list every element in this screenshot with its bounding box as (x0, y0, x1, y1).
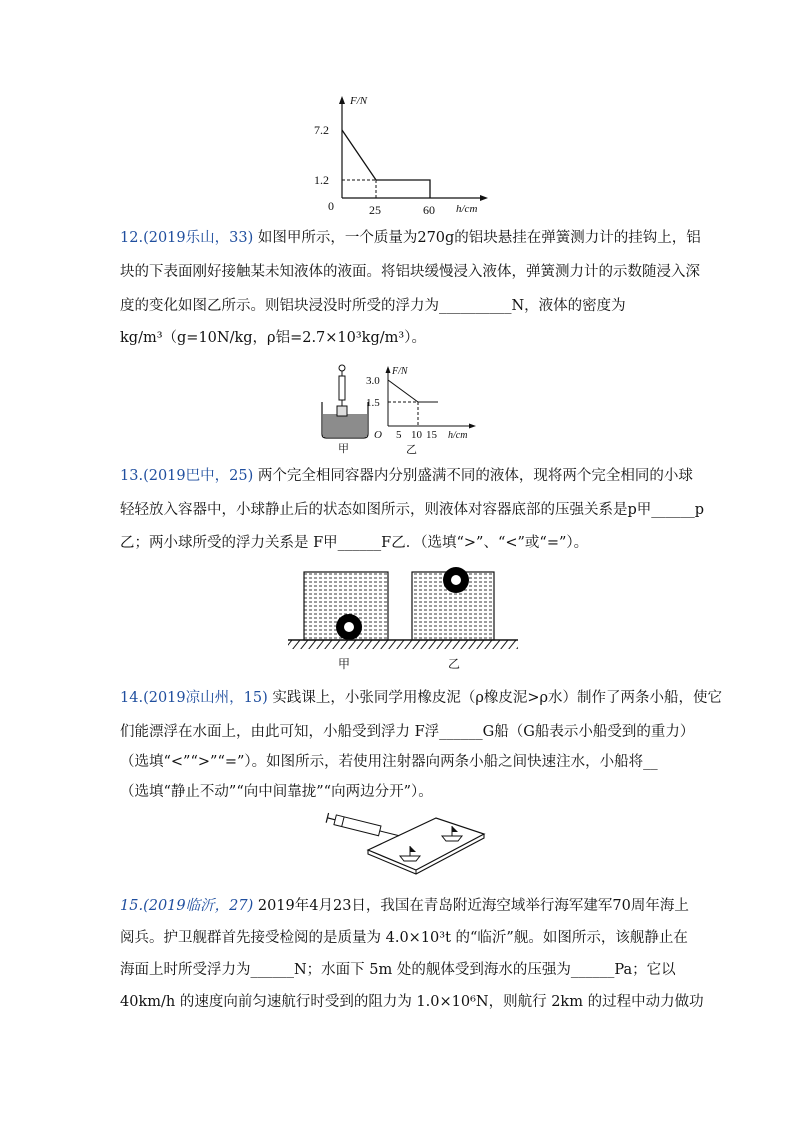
y-tick-label: 7.2 (314, 123, 329, 137)
q14-source: (2019凉山州，15) (143, 690, 268, 706)
q14-line-4: （选填“静止不动”“向中间靠拢”“向两边分开”）。 (120, 784, 433, 800)
q15-line-3: 海面上时所受浮力为______N；水面下 5m 处的舰体受到海水的压强为______Pa；它以 (120, 962, 676, 978)
q14-line-3: （选填“<”“>”“=”）。如图所示，若使用注射器向两条小船之间快速注水，小船将__ (120, 754, 658, 770)
x-tick-label: 60 (423, 203, 435, 217)
origin-label: O (374, 429, 382, 441)
label-yi: 乙 (448, 657, 461, 671)
force-depth-graph-1 (300, 90, 500, 218)
q14-line-2: 们能漂浮在水面上，由此可知，小船受到浮力 F浮______G船（G船表示小船受到的重力） (120, 724, 695, 740)
y-axis-label: F/N (350, 95, 368, 107)
x-tick-label: 10 (411, 429, 422, 441)
syringe-boats-figure (324, 810, 488, 878)
y-tick-label: 3.0 (366, 375, 380, 387)
x-tick-label: 5 (396, 429, 402, 441)
q15-line-4: 40km/h 的速度向前匀速航行时受到的阻力为 1.0×10⁶N，则航行 2km 的过程中动力做功 (120, 994, 704, 1010)
q12-source: (2019乐山，33) (143, 230, 254, 246)
q15-line-2: 阅兵。护卫舰群首先接受检阅的是质量为 4.0×10³t 的“临沂”舰。如图所示，该舰静止在 (120, 930, 688, 946)
q12-line-3: 度的变化如图乙所示。则铝块浸没时所受的浮力为__________N，液体的密度为 (120, 298, 626, 314)
label-jia: 甲 (338, 657, 351, 671)
q12-line-1: 12.(2019乐山，33) 如图甲所示，一个质量为270g的铝块悬挂在弹簧测力计的挂钩上，铝 (120, 230, 701, 246)
y-tick-label: 1.5 (366, 397, 380, 409)
origin-label: 0 (328, 199, 334, 213)
q15-line-1: 15.(2019临沂，27) 2019年4月23日，我国在青岛附近海空域举行海军建军70周年海上 (120, 898, 689, 914)
q12-line-4: kg/m³（g=10N/kg，ρ铝=2.7×10³kg/m³）。 (120, 330, 426, 346)
q13-line-3: 乙；两小球所受的浮力关系是 F甲______F乙．（选填“>”、“<”或“=”）。 (120, 535, 589, 551)
q14-line-1: 14.(2019凉山州，15) 实践课上，小张同学用橡皮泥（ρ橡皮泥>ρ水）制作了两条小船，使它 (120, 690, 723, 706)
q13-line-1: 13.(2019巴中，25) 两个完全相同容器内分别盛满不同的液体，现将两个完全相同的小球 (120, 468, 693, 484)
x-tick-label: 25 (369, 203, 381, 217)
x-tick-label: 15 (426, 429, 437, 441)
q12-line-2: 块的下表面刚好接触某未知液体的液面。将铝块缓慢浸入液体，弹簧测力计的示数随浸入深 (120, 264, 700, 280)
y-tick-label: 1.2 (314, 173, 329, 187)
q13-source: (2019巴中，25) (143, 468, 254, 484)
q15-source: (2019临沂，27) (143, 898, 254, 914)
q13-line-2: 轻轻放入容器中，小球静止后的状态如图所示，则液体对容器底部的压强关系是p甲______p (120, 502, 705, 518)
two-containers-figure (284, 560, 524, 674)
q12-number: 12. (120, 230, 144, 246)
q13-number: 13. (120, 468, 144, 484)
x-axis-label: h/cm (456, 203, 478, 215)
label-yi: 乙 (406, 444, 417, 456)
q14-number: 14. (120, 690, 144, 706)
q15-number: 15. (120, 898, 144, 914)
y-axis-label: F/N (392, 366, 408, 377)
force-depth-graph-2 (362, 364, 482, 456)
x-axis-label: h/cm (448, 430, 468, 441)
label-jia: 甲 (338, 443, 349, 454)
